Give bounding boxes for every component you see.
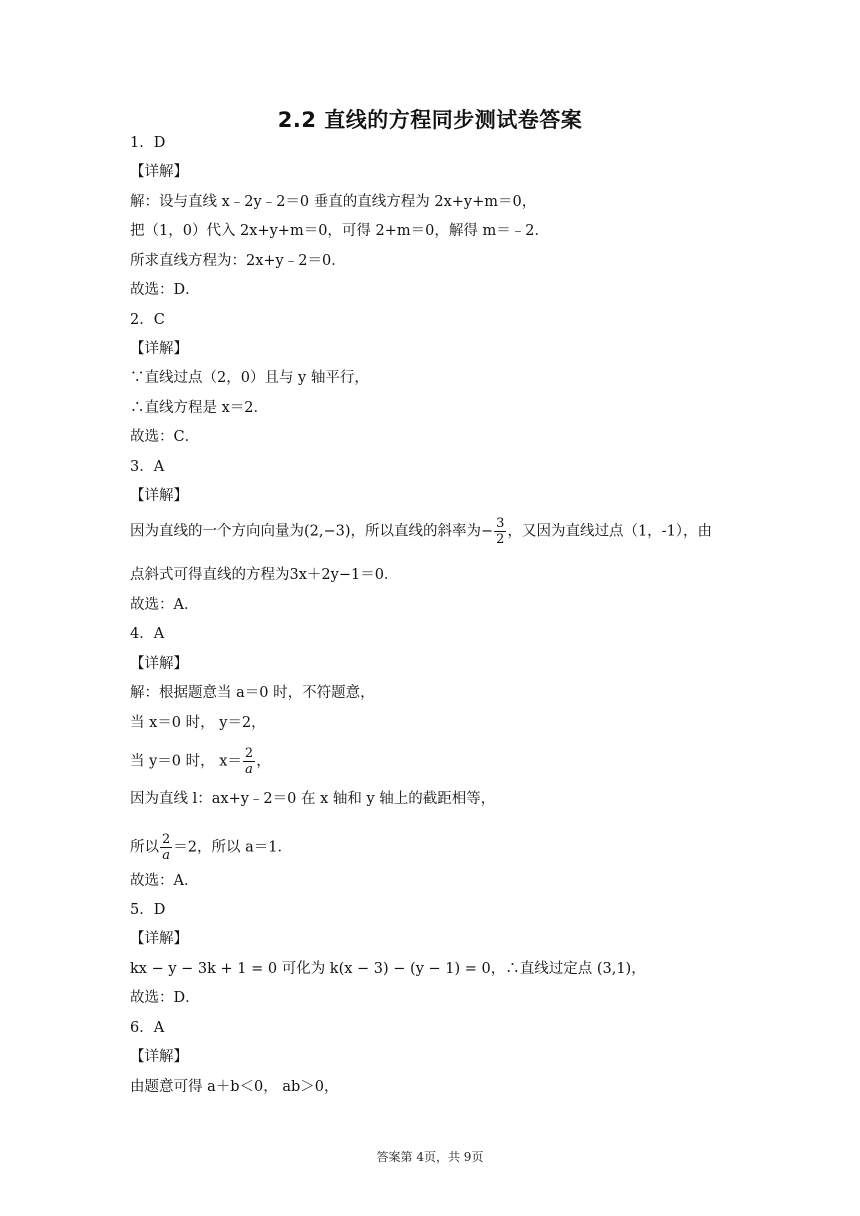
answer-choice: 故选：A． xyxy=(130,873,199,889)
text-segment: 因为直线的一个方向向量为(2,−3)，所以直线的斜率为− xyxy=(130,523,494,540)
explanation-line: ∴直线方程是 x＝2． xyxy=(130,400,269,416)
fraction-numerator: 3 xyxy=(496,516,505,531)
fraction xyxy=(243,746,255,777)
explanation-line: 解：设与直线 x﹣2y﹣2＝0 垂直的直线方程为 2x+y+m＝0， xyxy=(130,194,537,210)
answer-number: 4．A xyxy=(130,626,165,642)
text-segment: ， xyxy=(256,753,271,770)
fraction-denominator: 2 xyxy=(496,532,505,547)
fraction-denominator: a xyxy=(162,848,171,863)
explanation-tag: 【详解】 xyxy=(130,488,188,504)
fraction-numerator: 2 xyxy=(244,746,254,761)
answer-number: 3．A xyxy=(130,459,165,475)
explanation-tag: 【详解】 xyxy=(130,164,188,180)
answer-number: 2．C xyxy=(130,312,165,328)
explanation-line: 解：根据题意当 a＝0 时，不符题意， xyxy=(130,685,375,701)
text-segment: 当 y＝0 时， x＝ xyxy=(130,753,242,770)
explanation-tag: 【详解】 xyxy=(130,931,188,947)
explanation-line: 所求直线方程为：2x+y﹣2＝0． xyxy=(130,253,346,269)
answer-choice: 故选：C． xyxy=(130,429,200,445)
explanation-line: ∵直线过点（2，0）且与 y 轴平行， xyxy=(130,370,369,386)
fraction xyxy=(160,832,172,863)
text-segment: ，又因为直线过点（1，-1），由 xyxy=(507,523,713,540)
text-segment: ＝2，所以 a＝1． xyxy=(173,839,292,856)
answer-number: 1．D xyxy=(130,135,166,151)
fraction-numerator: 2 xyxy=(162,832,171,847)
answer-choice: 故选：D． xyxy=(130,990,200,1006)
text-segment: 所以 xyxy=(130,839,159,856)
fraction-denominator: a xyxy=(245,762,253,777)
explanation-tag: 【详解】 xyxy=(130,341,188,357)
explanation-line-with-fraction xyxy=(130,516,740,547)
answer-choice: 故选：A． xyxy=(130,597,199,613)
explanation-tag: 【详解】 xyxy=(130,656,188,672)
answer-number: 6．A xyxy=(130,1020,165,1036)
page-footer: 答案第 4页，共 9页 xyxy=(376,1150,484,1164)
page-title: 2.2 直线的方程同步测试卷答案 xyxy=(277,108,583,132)
explanation-line-with-fraction xyxy=(130,832,740,863)
explanation-tag: 【详解】 xyxy=(130,1049,188,1065)
explanation-line: kx − y − 3k + 1 = 0 可化为 k(x − 3) − (y − 1) = 0，∴直线过定点 (3,1)， xyxy=(130,961,646,977)
explanation-line: 把（1，0）代入 2x+y+m＝0，可得 2+m＝0，解得 m＝﹣2． xyxy=(130,223,549,239)
answer-number: 5．D xyxy=(130,902,166,918)
explanation-line-with-fraction xyxy=(130,746,740,777)
answer-choice: 故选：D． xyxy=(130,282,200,298)
explanation-line: 点斜式可得直线的方程为3x＋2y−1＝0． xyxy=(130,567,399,583)
explanation-line: 当 x＝0 时， y＝2， xyxy=(130,715,266,731)
explanation-line: 由题意可得 a＋b＜0， ab＞0， xyxy=(130,1079,339,1095)
explanation-line: 因为直线 l：ax+y﹣2＝0 在 x 轴和 y 轴上的截距相等， xyxy=(130,791,496,807)
fraction xyxy=(494,516,506,547)
